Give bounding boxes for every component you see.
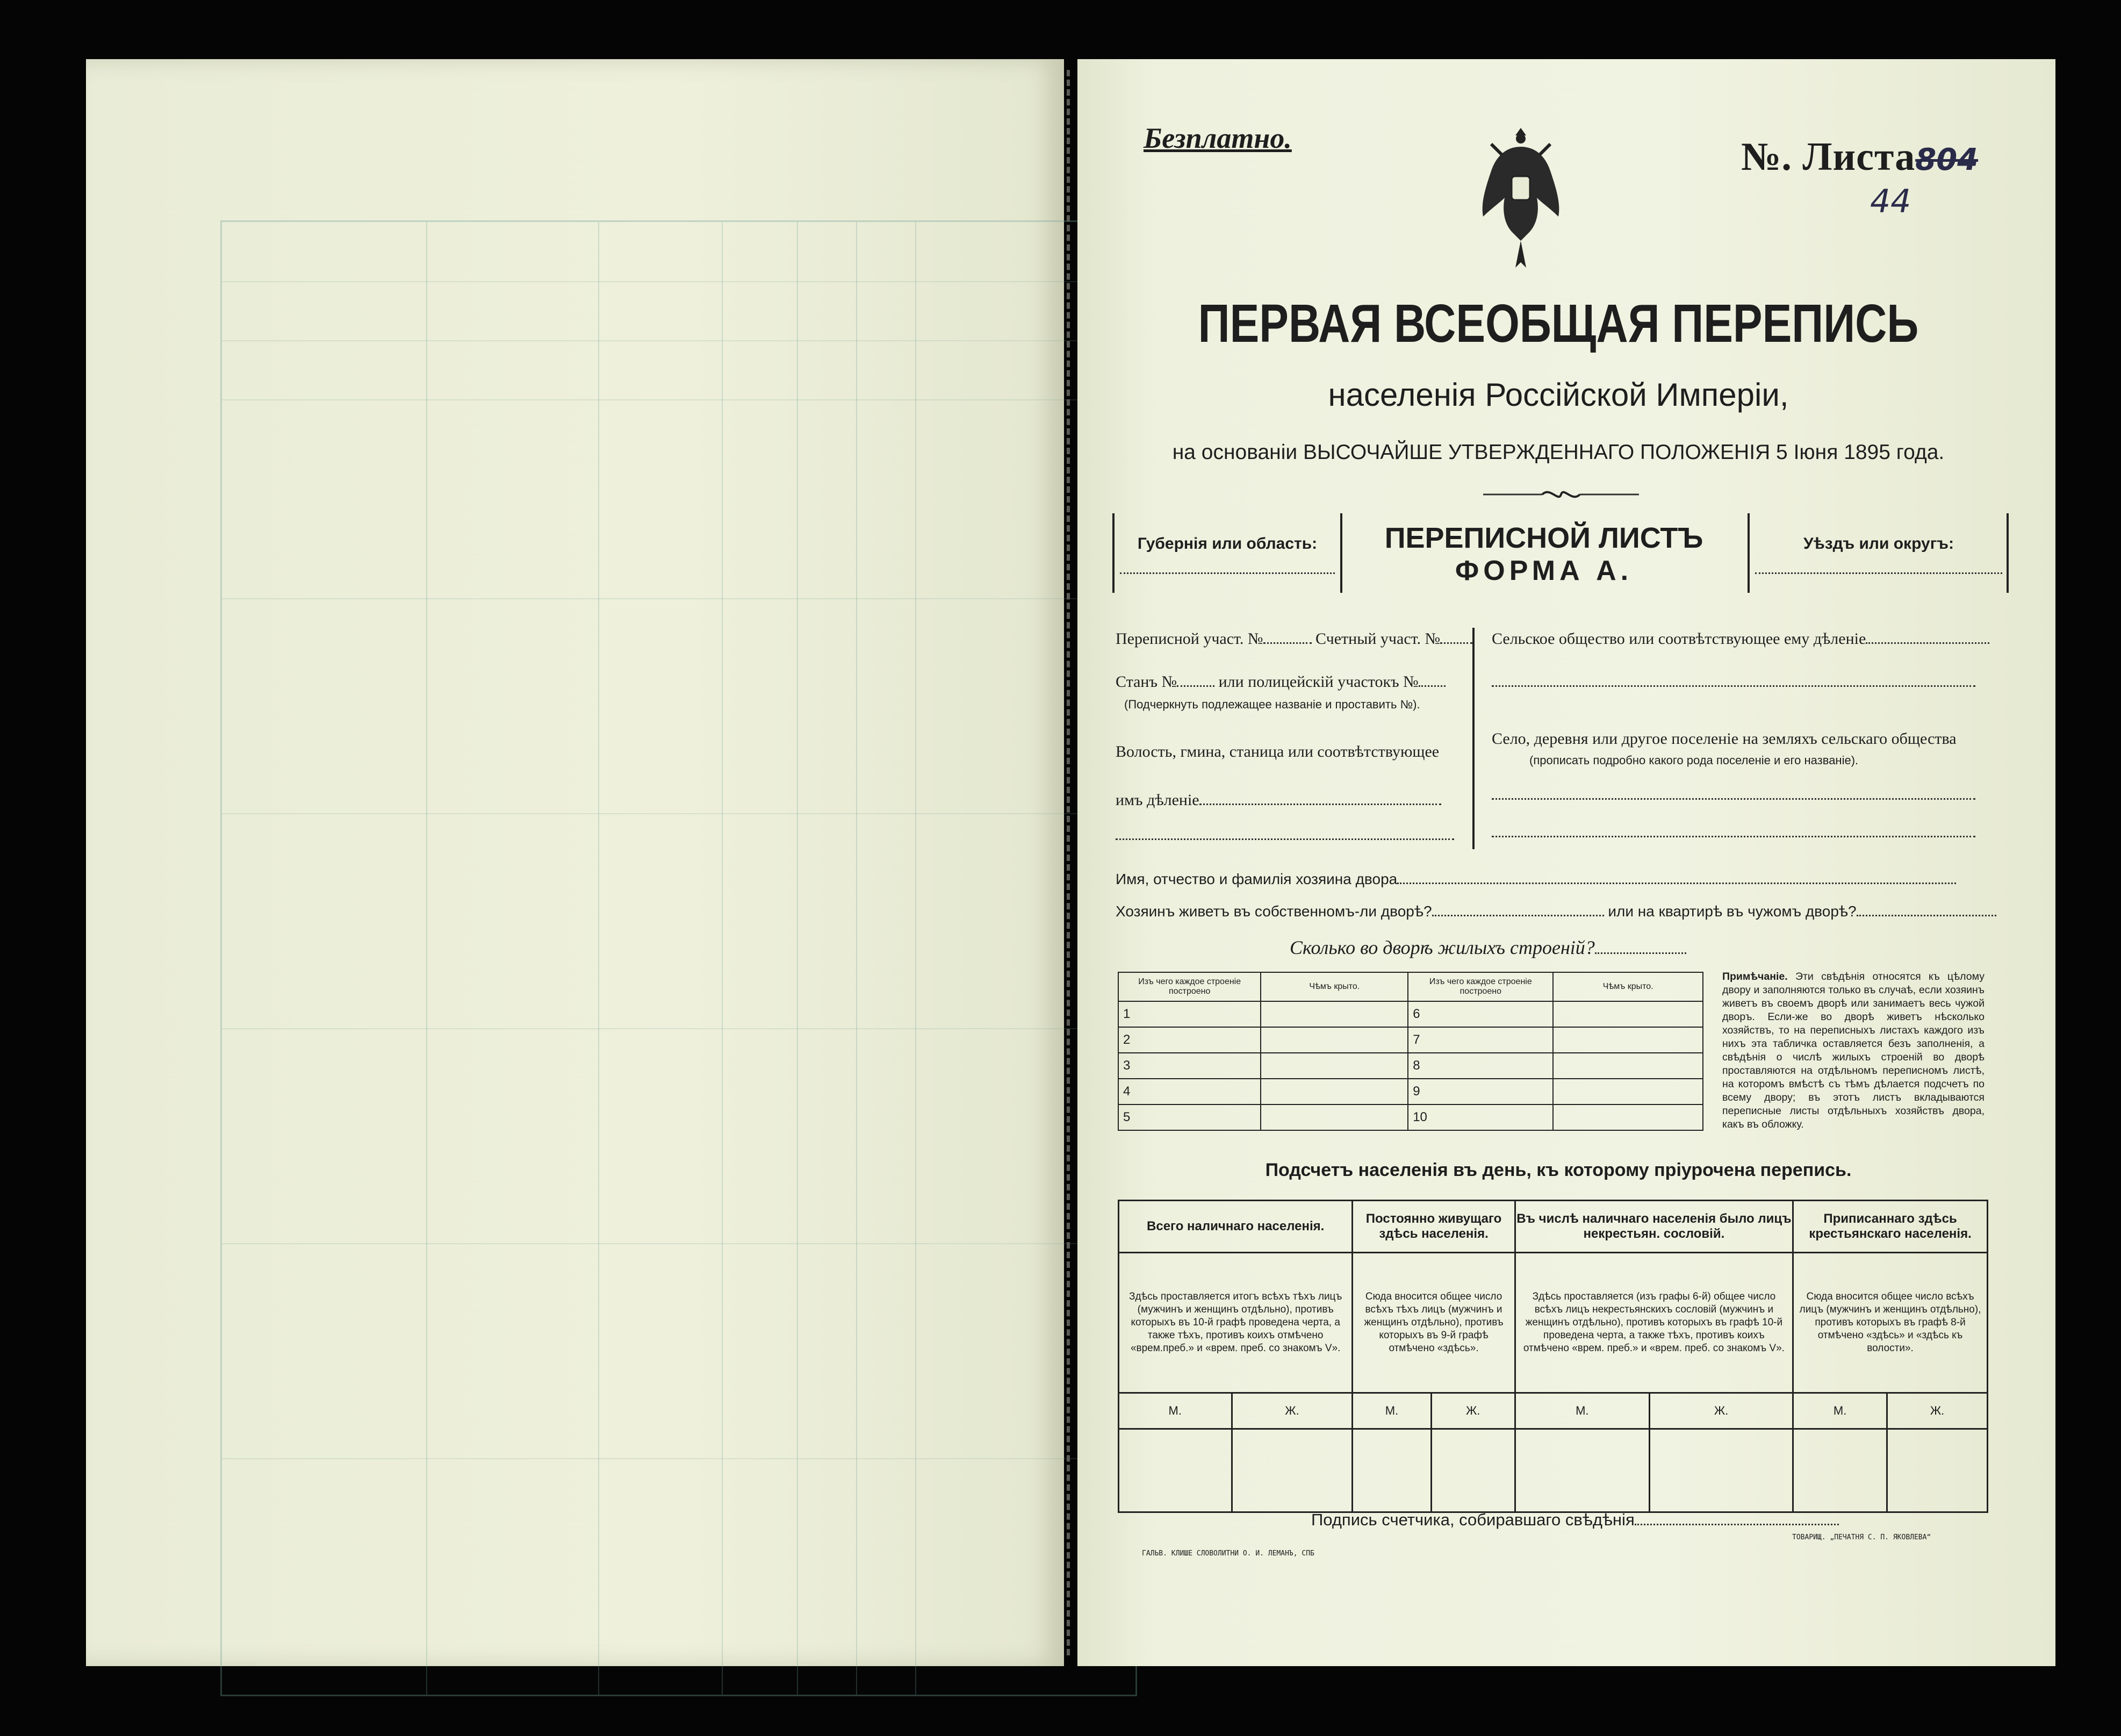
page-title: ПЕРВАЯ ВСЕОБЩАЯ ПЕРЕПИСЬ (1198, 293, 1919, 354)
count-title: Подсчетъ населенія въ день, къ которому пріурочена перепись. (1265, 1160, 1852, 1180)
female-header: Ж. (1887, 1393, 1988, 1429)
grid-line (915, 222, 916, 1695)
owner-label: Имя, отчество и фамилія хозяина двора (1116, 871, 1398, 887)
district-label: Уѣздъ или округъ: (1803, 535, 1954, 553)
note-label: Примѣчаніе. (1722, 971, 1788, 982)
village-dotline-1 (1492, 798, 1975, 800)
grid-line (222, 340, 1135, 341)
note-text: Эти свѣдѣнія относятся къ цѣлому двору и заполняются только въ случаѣ, если хозяинъ живетъ въ своемъ дворѣ или занимаетъ весь чужой дворъ. Если-же во дворѣ живетъ нѣсколько хозяйствъ, то на переписныхъ листахъ каждого изъ нихъ эта табличка оставляется безъ заполненія, а свѣдѣнія о числѣ жилыхъ строеній во дворѣ проставляются на отдѣльномъ переписномъ листѣ, на которомъ вмѣстѣ съ тѣмъ дѣлается подсчетъ по всему двору; въ этотъ листъ вкладываются переписные листы отдѣльныхъ хозяйствъ двора, какъ въ обложку. (1722, 971, 1985, 1130)
sheet-number (1741, 134, 1978, 180)
male-header: М. (1353, 1393, 1431, 1429)
grid-line (426, 222, 427, 1695)
male-header: М. (1515, 1393, 1649, 1429)
province-label: Губернія или область: (1137, 535, 1318, 553)
count-col-desc: Здѣсь проставляется итогъ всѣхъ тѣхъ лицъ (мужчинъ и женщинъ отдѣльно), противъ которыхъ въ 10-й графѣ проведена черта, а также тѣхъ, противъ коихъ отмѣчено «врем.преб.» и «врем. преб. со знакомъ V». (1119, 1253, 1353, 1393)
signature-label: Подпись счетчика, собиравшаго свѣдѣнія (1311, 1510, 1635, 1529)
male-header: М. (1119, 1393, 1232, 1429)
buildings-question (1290, 936, 1686, 959)
volost-label-2: имъ дѣленіе (1116, 791, 1199, 809)
count-cell (1515, 1429, 1649, 1512)
col-roof-2: Чѣмъ крыто. (1553, 972, 1703, 1001)
count-col-head: Всего наличнаго населенія. (1119, 1201, 1353, 1253)
grid-line (856, 222, 857, 1695)
legal-basis: на основаніи ВЫСОЧАЙШЕ УТВЕРЖДЕННАГО ПОЛОЖЕНІЯ 5 Іюня 1895 года. (1172, 441, 1945, 464)
stan-field (1116, 673, 1446, 691)
count-cell (1232, 1429, 1353, 1512)
row-number: 6 (1408, 1001, 1553, 1027)
column-divider (1472, 628, 1475, 849)
sheet-number-handwritten: 804 (1915, 142, 1979, 177)
count-col-head: Въ числѣ наличнаго населенія было лицъ некрестьян. сословій. (1515, 1201, 1793, 1253)
count-col-desc: Сюда вносится общее число всѣхъ лицъ (мужчинъ и женщинъ отдѣльно), противъ которыхъ въ графѣ 8-й отмѣчено «здѣсь» и «здѣсь къ волости». (1793, 1253, 1988, 1393)
count-col-head: Постоянно живущаго здѣсь населенія. (1353, 1201, 1515, 1253)
volost-label: Волость, гмина, станица или соотвѣтствующее (1116, 743, 1440, 761)
grid-line (222, 399, 1135, 400)
female-header: Ж. (1431, 1393, 1515, 1429)
owner-field (1116, 871, 1956, 888)
imprint-right: ТОВАРИЩ. „ПЕЧАТНЯ С. П. ЯКОВЛЕВА“ (1792, 1533, 1931, 1541)
row-number: 9 (1408, 1079, 1553, 1104)
count-district-label: Счетный участ. № (1315, 630, 1441, 648)
grid-line (222, 281, 1135, 282)
count-cell (1793, 1429, 1887, 1512)
row-number: 4 (1118, 1079, 1261, 1104)
row-number: 7 (1408, 1027, 1553, 1053)
village-society-label: Сельское общество или соотвѣтствующее ему дѣленіе (1492, 630, 1866, 648)
village-dotline-2 (1492, 836, 1975, 837)
population-count-table (1118, 1200, 1988, 1513)
form-header-box (1112, 513, 2009, 593)
col-roof: Чѣмъ крыто. (1261, 972, 1408, 1001)
grid-line (797, 222, 798, 1695)
form-type: ФОРМА А. (1455, 555, 1633, 586)
buildings-table (1118, 972, 1703, 1131)
imprint-left: ГАЛЬВ. КЛИШЕ СЛОВОЛИТНИ О. И. ЛЕМАНЪ, СПБ (1142, 1550, 1314, 1558)
grid-line (722, 222, 723, 1695)
count-col-desc: Сюда вносится общее число всѣхъ тѣхъ лицъ (мужчинъ и женщинъ отдѣльно), противъ которыхъ въ 9-й графѣ отмѣчено «здѣсь». (1353, 1253, 1515, 1393)
row-number: 2 (1118, 1027, 1261, 1053)
grid-line (222, 1243, 1135, 1244)
count-cell (1353, 1429, 1431, 1512)
col-material: Изъ чего каждое строеніе построено (1118, 972, 1261, 1001)
volost-dotline (1116, 838, 1454, 840)
count-cell (1431, 1429, 1515, 1512)
lives-other-label: или на квартирѣ въ чужомъ дворѣ? (1608, 903, 1857, 920)
village-society-field (1492, 630, 1989, 648)
ornament-divider (1483, 486, 1639, 503)
page-subtitle: населенія Россійской Имперіи, (1328, 377, 1789, 413)
sheet-number-label: №. Листа (1741, 135, 1916, 179)
residence-field (1116, 903, 1996, 920)
form-title: ПЕРЕПИСНОЙ ЛИСТЪ (1384, 522, 1703, 554)
village-label: Село, деревня или другое поселеніе на земляхъ сельскаго общества (1492, 730, 1957, 748)
count-cell (1887, 1429, 1988, 1512)
row-number: 1 (1118, 1001, 1261, 1027)
signature-field (1311, 1510, 1839, 1530)
male-header: М. (1793, 1393, 1887, 1429)
row-number: 10 (1408, 1104, 1553, 1130)
province-dotline (1120, 572, 1335, 574)
count-cell (1649, 1429, 1793, 1512)
imperial-eagle-emblem (1475, 123, 1566, 284)
grid-line (222, 1458, 1135, 1459)
grid-line (222, 1028, 1135, 1029)
province-cell (1115, 513, 1342, 593)
grid-line (222, 598, 1135, 599)
stan-label: Станъ № (1116, 673, 1177, 691)
count-col-head: Приписаннаго здѣсь крестьянскаго населенія. (1793, 1201, 1988, 1253)
row-number: 5 (1118, 1104, 1261, 1130)
row-number: 3 (1118, 1053, 1261, 1079)
handwritten-number: 44 (1870, 183, 1911, 220)
police-label: или полицейскій участокъ № (1218, 673, 1419, 691)
note-block (1722, 970, 1985, 1131)
female-header: Ж. (1232, 1393, 1353, 1429)
female-header: Ж. (1649, 1393, 1793, 1429)
village-society-dotline (1492, 685, 1975, 687)
left-page (86, 59, 1064, 1666)
underline-note: (Подчеркнуть подлежащее названіе и проставить №). (1124, 698, 1420, 711)
lives-own-label: Хозяинъ живетъ въ собственномъ-ли дворѣ? (1116, 903, 1432, 920)
volost-field (1116, 791, 1441, 809)
grid-line (222, 813, 1135, 814)
row-number: 8 (1408, 1053, 1553, 1079)
form-title-cell (1342, 513, 1745, 593)
ghost-grid (220, 220, 1137, 1696)
count-cell (1119, 1429, 1232, 1512)
grid-line (598, 222, 599, 1695)
district-dotline (1755, 572, 2002, 574)
count-col-desc: Здѣсь проставляется (изъ графы 6-й) общее число всѣхъ лицъ некрестьянскихъ сословій (мужчинъ и женщинъ отдѣльно), противъ которыхъ въ графѣ 10-й проведена черта, а также тѣхъ, противъ коихъ отмѣчено «врем. преб.» и «врем. преб. со знакомъ V». (1515, 1253, 1793, 1393)
district-cell (1748, 513, 2008, 593)
free-label: Безплатно. (1144, 122, 1292, 154)
census-district-label: Переписной участ. № (1116, 630, 1263, 648)
census-district-field (1116, 630, 1472, 648)
village-note: (прописать подробно какого рода поселеніе и его названіе). (1529, 754, 1859, 767)
col-material-2: Изъ чего каждое строеніе построено (1408, 972, 1553, 1001)
buildings-question-text: Сколько во дворѣ жилыхъ строеній? (1290, 937, 1595, 958)
binding-stitches (1067, 70, 1070, 1655)
